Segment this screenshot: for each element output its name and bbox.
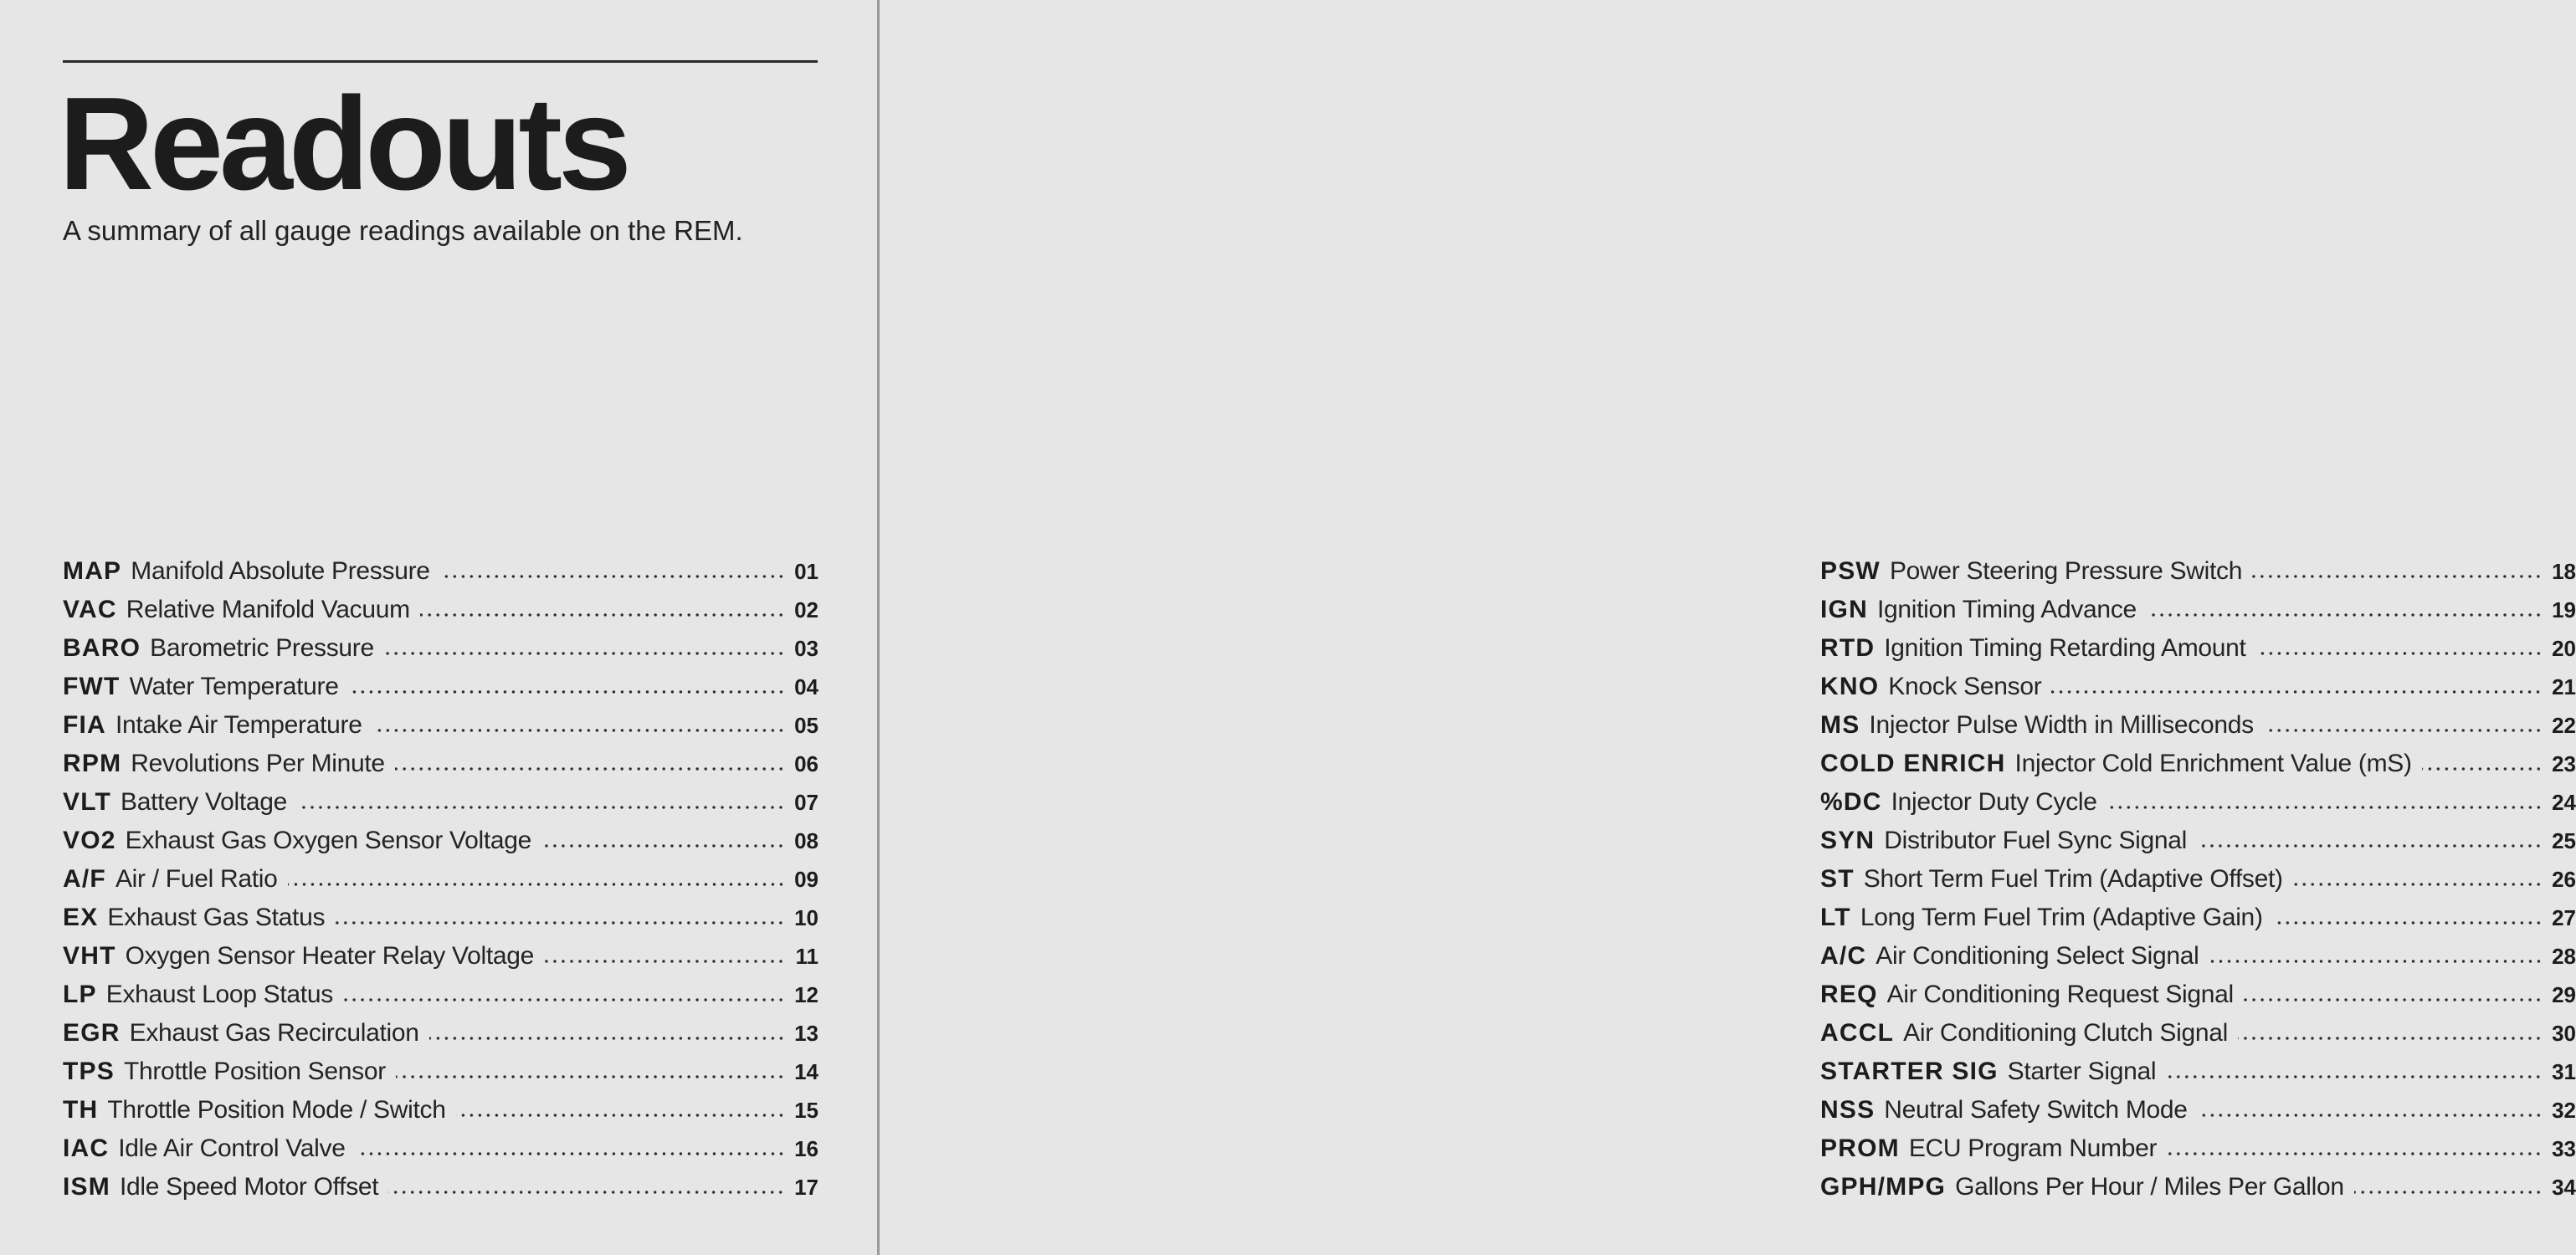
header-rule bbox=[63, 60, 818, 63]
toc-entry-label: Exhaust Gas Recirculation bbox=[129, 1019, 419, 1047]
toc-entry-page-number: 32 bbox=[2552, 1098, 2576, 1123]
toc-entry[interactable] bbox=[63, 1130, 818, 1168]
toc-entry-label: Starter Signal bbox=[2007, 1058, 2157, 1085]
toc-entry-code: GPH/MPG bbox=[1820, 1173, 1947, 1201]
dot-leader bbox=[2273, 920, 2543, 925]
toc-entry-page-number: 29 bbox=[2552, 982, 2576, 1007]
toc-entry-code: A/F bbox=[63, 865, 106, 893]
toc-entry-page-number: 34 bbox=[2552, 1175, 2576, 1200]
toc-entry-page-number: 16 bbox=[794, 1136, 818, 1161]
toc-entry[interactable] bbox=[1820, 668, 2576, 706]
toc-entry-code: SYN bbox=[1820, 827, 1876, 854]
dot-leader bbox=[297, 805, 785, 810]
toc-entry-label: Barometric Pressure bbox=[150, 634, 374, 662]
toc-entry[interactable] bbox=[63, 629, 818, 668]
toc-entry[interactable] bbox=[1820, 822, 2576, 860]
toc-entry-page-number: 26 bbox=[2552, 867, 2576, 892]
toc-entry[interactable] bbox=[63, 591, 818, 629]
toc-entry-page-number: 03 bbox=[794, 636, 818, 661]
toc-entry[interactable] bbox=[63, 860, 818, 899]
toc-entry[interactable] bbox=[63, 706, 818, 745]
toc-entry-label: Air Conditioning Request Signal bbox=[1886, 981, 2234, 1008]
toc-entry[interactable] bbox=[1820, 1130, 2576, 1168]
toc-entry-code: ST bbox=[1820, 865, 1855, 893]
toc-entry-label: Revolutions Per Minute bbox=[131, 750, 385, 777]
toc-entry-code: KNO bbox=[1820, 673, 1880, 700]
toc-entry-page-number: 18 bbox=[2552, 559, 2576, 584]
dot-leader bbox=[420, 612, 785, 617]
toc-entry[interactable] bbox=[63, 745, 818, 783]
toc-entry-page-number: 14 bbox=[794, 1059, 818, 1084]
toc-entry[interactable] bbox=[1820, 976, 2576, 1014]
toc-entry-code: STARTER SIG bbox=[1820, 1058, 1999, 1085]
toc-entry-page-number: 01 bbox=[794, 559, 818, 584]
toc-entry-page-number: 06 bbox=[794, 751, 818, 776]
dot-leader bbox=[388, 1190, 785, 1195]
dot-leader bbox=[541, 843, 785, 848]
toc-entry-code: EGR bbox=[63, 1019, 121, 1047]
toc-entry-label: Neutral Safety Switch Mode bbox=[1884, 1096, 2188, 1124]
toc-entry[interactable] bbox=[63, 976, 818, 1014]
toc-entry-page-number: 27 bbox=[2552, 905, 2576, 930]
toc-entry-label: Intake Air Temperature bbox=[115, 711, 362, 739]
toc-entry-label: Battery Voltage bbox=[121, 788, 288, 816]
toc-entry-page-number: 25 bbox=[2552, 828, 2576, 853]
dot-leader bbox=[356, 1151, 785, 1156]
dot-leader bbox=[384, 651, 785, 656]
toc-entry-code: RTD bbox=[1820, 634, 1876, 662]
toc-entry-page-number: 07 bbox=[794, 790, 818, 815]
toc-entry-code: REQ bbox=[1820, 981, 1878, 1008]
toc-entry-code: MS bbox=[1820, 711, 1860, 739]
toc-entry-code: IGN bbox=[1820, 596, 1868, 623]
dot-leader bbox=[456, 1113, 785, 1118]
toc-entry[interactable] bbox=[1820, 860, 2576, 899]
toc-entry-code: FIA bbox=[63, 711, 106, 739]
toc-entry-page-number: 05 bbox=[794, 713, 818, 738]
toc-entry-code: TH bbox=[63, 1096, 99, 1124]
toc-entry-page-number: 24 bbox=[2552, 790, 2576, 815]
toc-entry-code: IAC bbox=[63, 1135, 110, 1162]
toc-entry[interactable] bbox=[1820, 591, 2576, 629]
toc-entry-code: VO2 bbox=[63, 827, 116, 854]
toc-entry-page-number: 08 bbox=[794, 828, 818, 853]
toc-entry[interactable] bbox=[63, 899, 818, 937]
toc-entry-page-number: 17 bbox=[794, 1175, 818, 1200]
toc-entry[interactable] bbox=[1820, 629, 2576, 668]
toc-entry-code: A/C bbox=[1820, 942, 1867, 970]
page-title: Readouts bbox=[59, 70, 628, 218]
toc-entry[interactable] bbox=[1820, 745, 2576, 783]
toc-entry-label: Injector Pulse Width in Milliseconds bbox=[1869, 711, 2254, 739]
toc-entry-page-number: 10 bbox=[794, 905, 818, 930]
toc-entry-page-number: 31 bbox=[2552, 1059, 2576, 1084]
toc-entry-code: EX bbox=[63, 904, 99, 931]
toc-entry-code: VHT bbox=[63, 942, 116, 970]
dot-leader bbox=[2244, 997, 2543, 1002]
toc-entry-label: Exhaust Gas Status bbox=[107, 904, 326, 931]
toc-entry-page-number: 21 bbox=[2552, 674, 2576, 699]
toc-entry-label: Ignition Timing Retarding Amount bbox=[1884, 634, 2246, 662]
left-page bbox=[0, 0, 877, 1255]
toc-entry-label: Gallons Per Hour / Miles Per Gallon bbox=[1955, 1173, 2344, 1201]
dot-leader bbox=[335, 920, 785, 925]
toc-entry[interactable] bbox=[63, 552, 818, 591]
dot-leader bbox=[396, 1074, 785, 1079]
toc-entry-label: ECU Program Number bbox=[1908, 1135, 2158, 1162]
toc-list-left bbox=[63, 552, 818, 1206]
toc-entry-label: Oxygen Sensor Heater Relay Voltage bbox=[125, 942, 535, 970]
dot-leader bbox=[2293, 882, 2543, 887]
dot-leader bbox=[2166, 1074, 2543, 1079]
toc-entry-page-number: 19 bbox=[2552, 597, 2576, 622]
toc-entry-page-number: 09 bbox=[794, 867, 818, 892]
toc-entry[interactable] bbox=[63, 1014, 818, 1053]
toc-entry-label: Short Term Fuel Trim (Adaptive Offset) bbox=[1863, 865, 2283, 893]
toc-entry-page-number: 30 bbox=[2552, 1021, 2576, 1046]
dot-leader bbox=[2051, 689, 2543, 694]
toc-entry[interactable] bbox=[63, 822, 818, 860]
toc-entry[interactable] bbox=[1820, 899, 2576, 937]
page-subtitle: A summary of all gauge readings available on the REM. bbox=[63, 215, 743, 246]
right-page bbox=[880, 0, 2576, 1255]
toc-entry-label: Exhaust Gas Oxygen Sensor Voltage bbox=[125, 827, 532, 854]
toc-entry-code: COLD ENRICH bbox=[1820, 750, 2006, 777]
toc-entry-code: MAP bbox=[63, 557, 122, 585]
toc-entry-label: Long Term Fuel Trim (Adaptive Gain) bbox=[1860, 904, 2263, 931]
toc-entry-code: LP bbox=[63, 981, 97, 1008]
dot-leader bbox=[2147, 612, 2543, 617]
toc-entry[interactable] bbox=[63, 783, 818, 822]
toc-entry-label: Air / Fuel Ratio bbox=[115, 865, 278, 893]
toc-entry-code: VLT bbox=[63, 788, 112, 816]
toc-entry-code: VAC bbox=[63, 596, 117, 623]
dot-leader bbox=[395, 766, 785, 771]
toc-entry-code: FWT bbox=[63, 673, 121, 700]
toc-entry-page-number: 28 bbox=[2552, 944, 2576, 969]
toc-entry-label: Distributor Fuel Sync Signal bbox=[1884, 827, 2188, 854]
toc-entry-code: BARO bbox=[63, 634, 141, 662]
toc-entry-code: ACCL bbox=[1820, 1019, 1895, 1047]
toc-entry-code: LT bbox=[1820, 904, 1851, 931]
dot-leader bbox=[2256, 651, 2543, 656]
toc-entry[interactable] bbox=[1820, 1014, 2576, 1053]
toc-entry-label: Air Conditioning Select Signal bbox=[1876, 942, 2199, 970]
toc-entry[interactable] bbox=[1820, 1053, 2576, 1091]
toc-entry-code: %DC bbox=[1820, 788, 1882, 816]
toc-entry[interactable] bbox=[63, 1168, 818, 1206]
toc-entry[interactable] bbox=[63, 1053, 818, 1091]
toc-entry-label: Air Conditioning Clutch Signal bbox=[1903, 1019, 2229, 1047]
toc-entry-label: Knock Sensor bbox=[1888, 673, 2042, 700]
toc-entry-label: Ignition Timing Advance bbox=[1876, 596, 2137, 623]
dot-leader bbox=[2238, 1036, 2543, 1041]
toc-entry[interactable] bbox=[1820, 552, 2576, 591]
dot-leader bbox=[2167, 1151, 2543, 1156]
toc-entry-code: NSS bbox=[1820, 1096, 1876, 1124]
toc-entry[interactable] bbox=[1820, 783, 2576, 822]
toc-entry-label: Idle Speed Motor Offset bbox=[119, 1173, 379, 1201]
toc-entry-page-number: 20 bbox=[2552, 636, 2576, 661]
toc-entry[interactable] bbox=[1820, 706, 2576, 745]
toc-entry-label: Injector Cold Enrichment Value (mS) bbox=[2014, 750, 2412, 777]
toc-entry-page-number: 15 bbox=[794, 1098, 818, 1123]
dot-leader bbox=[440, 574, 785, 579]
toc-entry-label: Idle Air Control Valve bbox=[118, 1135, 346, 1162]
dot-leader bbox=[2107, 805, 2543, 810]
toc-entry-code: TPS bbox=[63, 1058, 115, 1085]
dot-leader bbox=[349, 689, 785, 694]
toc-entry-page-number: 33 bbox=[2552, 1136, 2576, 1161]
toc-entry-page-number: 11 bbox=[795, 944, 818, 969]
toc-entry-code: PSW bbox=[1820, 557, 1881, 585]
toc-entry[interactable] bbox=[63, 1091, 818, 1130]
toc-entry-page-number: 23 bbox=[2552, 751, 2576, 776]
toc-entry[interactable] bbox=[63, 668, 818, 706]
dot-leader bbox=[2198, 1113, 2543, 1118]
toc-entry-code: RPM bbox=[63, 750, 122, 777]
toc-entry-page-number: 22 bbox=[2552, 713, 2576, 738]
toc-entry-page-number: 13 bbox=[794, 1021, 818, 1046]
dot-leader bbox=[343, 997, 785, 1002]
dot-leader bbox=[2209, 959, 2543, 964]
toc-entry[interactable] bbox=[1820, 1091, 2576, 1130]
toc-entry-label: Power Steering Pressure Switch bbox=[1889, 557, 2243, 585]
dot-leader bbox=[2422, 766, 2543, 771]
dot-leader bbox=[544, 959, 785, 964]
toc-entry-code: ISM bbox=[63, 1173, 110, 1201]
dot-leader bbox=[2264, 728, 2543, 733]
toc-entry-label: Injector Duty Cycle bbox=[1891, 788, 2097, 816]
dot-leader bbox=[2197, 843, 2543, 848]
dot-leader bbox=[2354, 1190, 2543, 1195]
toc-entry-label: Throttle Position Mode / Switch bbox=[107, 1096, 446, 1124]
toc-entry-label: Throttle Position Sensor bbox=[123, 1058, 386, 1085]
toc-entry[interactable] bbox=[63, 937, 818, 976]
dot-leader bbox=[429, 1036, 785, 1041]
toc-entry-code: PROM bbox=[1820, 1135, 1900, 1162]
dot-leader bbox=[288, 882, 785, 887]
dot-leader bbox=[372, 728, 785, 733]
toc-entry[interactable] bbox=[1820, 937, 2576, 976]
toc-entry-page-number: 02 bbox=[794, 597, 818, 622]
toc-entry[interactable] bbox=[1820, 1168, 2576, 1206]
toc-entry-label: Manifold Absolute Pressure bbox=[131, 557, 430, 585]
toc-entry-label: Water Temperature bbox=[129, 673, 339, 700]
toc-entry-label: Relative Manifold Vacuum bbox=[126, 596, 410, 623]
dot-leader bbox=[2252, 574, 2543, 579]
toc-entry-page-number: 12 bbox=[794, 982, 818, 1007]
toc-entry-label: Exhaust Loop Status bbox=[105, 981, 333, 1008]
toc-entry-page-number: 04 bbox=[794, 674, 818, 699]
toc-list-right bbox=[1820, 552, 2576, 1206]
